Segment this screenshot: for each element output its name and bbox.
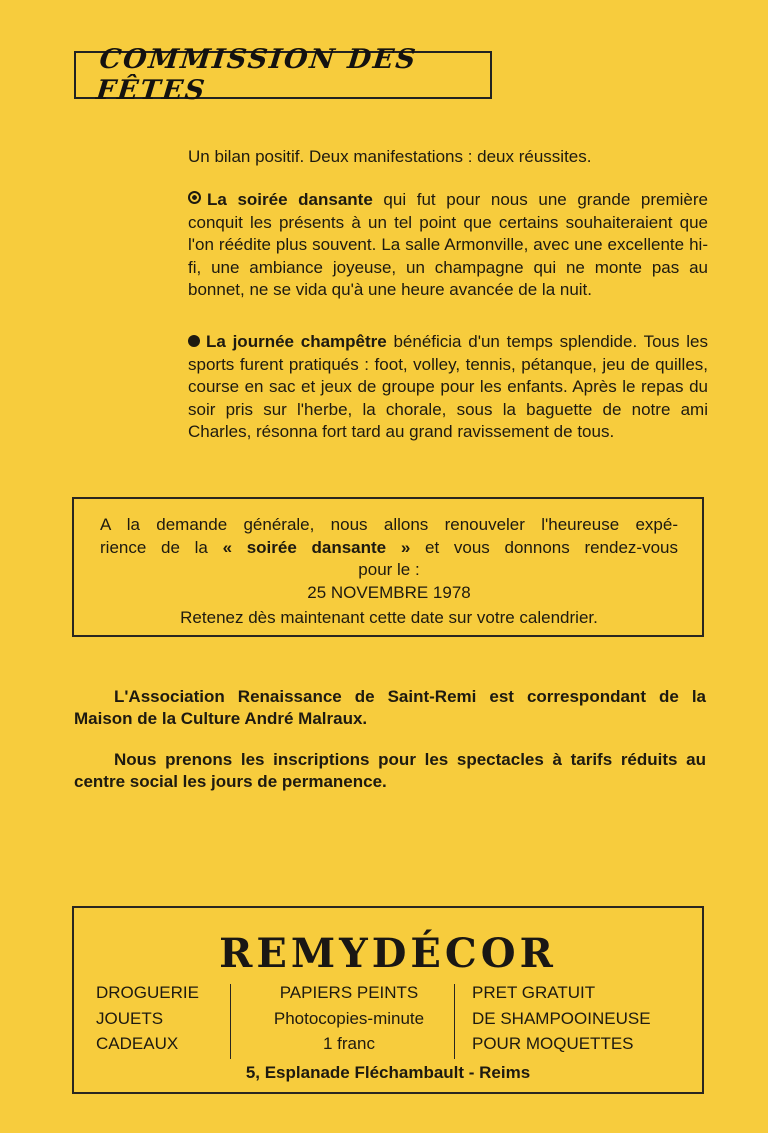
notice-line-2-pre: rience de la <box>100 537 223 557</box>
page-title: COMMISSION DES FÊTES <box>94 44 419 106</box>
ad-col3-item: POUR MOQUETTES <box>472 1034 634 1053</box>
ad-column-3 <box>472 980 651 1057</box>
ad-address: 5, Esplanade Fléchambault - Reims <box>245 1063 531 1082</box>
soiree-text: qui fut pour nous une grande première conquit les présents à un tel point que certains souhaiteraient que l'on réédite plus souvent. La salle Armonville, avec une excellente hi-fi, une ambiance joyeuse, un champagne qui ne monte pas au bonnet, ne se vida qu'à une heure avancée de la nuit. <box>188 190 708 299</box>
association-paragraph-2 <box>74 749 706 793</box>
paragraph-soiree <box>188 189 708 302</box>
notice-reminder: Retenez dès maintenant cette date sur votre calendrier. <box>180 608 598 627</box>
intro-text: Un bilan positif. Deux manifestations : deux réussites. <box>188 147 592 166</box>
association-paragraph-1 <box>74 686 706 730</box>
ad-col3-item: DE SHAMPOOINEUSE <box>472 1008 651 1028</box>
ring-bullet-icon <box>188 191 201 204</box>
notice-event-name: « soirée dansante » <box>222 537 411 557</box>
ad-brand-logo: REMYDÉCOR <box>219 930 557 977</box>
ad-divider <box>454 984 455 1059</box>
soiree-heading: La soirée dansante <box>207 190 373 209</box>
ad-divider <box>230 984 231 1059</box>
ad-col1-item: JOUETS <box>96 1008 164 1028</box>
journee-text: bénéficia d'un temps splendide. Tous les sports furent pratiqués : foot, volley, tennis, pétanque, jeu de quilles, course en sac et jeux de groupe pour les enfants. Après le repas du soir pris sur l'herbe, la chorale, sous la baguette de notre ami Charles, résonna fort tard au grand ravissement de tous. <box>188 332 708 441</box>
section-title-box <box>74 44 492 106</box>
ad-col1-item: CADEAUX <box>96 1034 179 1053</box>
ad-column-1 <box>96 980 199 1057</box>
journee-heading: La journée champêtre <box>206 332 387 351</box>
association-text-1: L'Association Renaissance de Saint-Remi est correspondant de la Maison de la Culture André Malraux. <box>74 687 706 728</box>
ad-col2-item: PAPIERS PEINTS <box>279 983 419 1002</box>
ad-col2-item: Photocopies-minute <box>273 1008 425 1028</box>
notice-line-2-post: et vous donnons rendez-vous <box>410 537 678 557</box>
advertisement-box <box>72 906 704 1094</box>
association-text-2: Nous prenons les inscriptions pour les spectacles à tarifs réduits au centre social les jours de permanence. <box>74 750 706 791</box>
ad-column-2 <box>234 980 464 1057</box>
ad-col1-item: DROGUERIE <box>96 983 199 1002</box>
paragraph-journee <box>188 331 708 444</box>
ad-col3-item: PRET GRATUIT <box>472 983 596 1002</box>
notice-line-3: pour le : <box>358 560 420 579</box>
notice-date: 25 NOVEMBRE 1978 <box>307 582 471 602</box>
notice-line-1: A la demande générale, nous allons renouveler l'heureuse expé- <box>100 515 678 534</box>
ad-col2-item: 1 franc <box>323 1034 375 1053</box>
notice-line-2 <box>100 537 678 560</box>
event-notice-box <box>72 497 704 637</box>
dot-bullet-icon <box>188 335 200 347</box>
